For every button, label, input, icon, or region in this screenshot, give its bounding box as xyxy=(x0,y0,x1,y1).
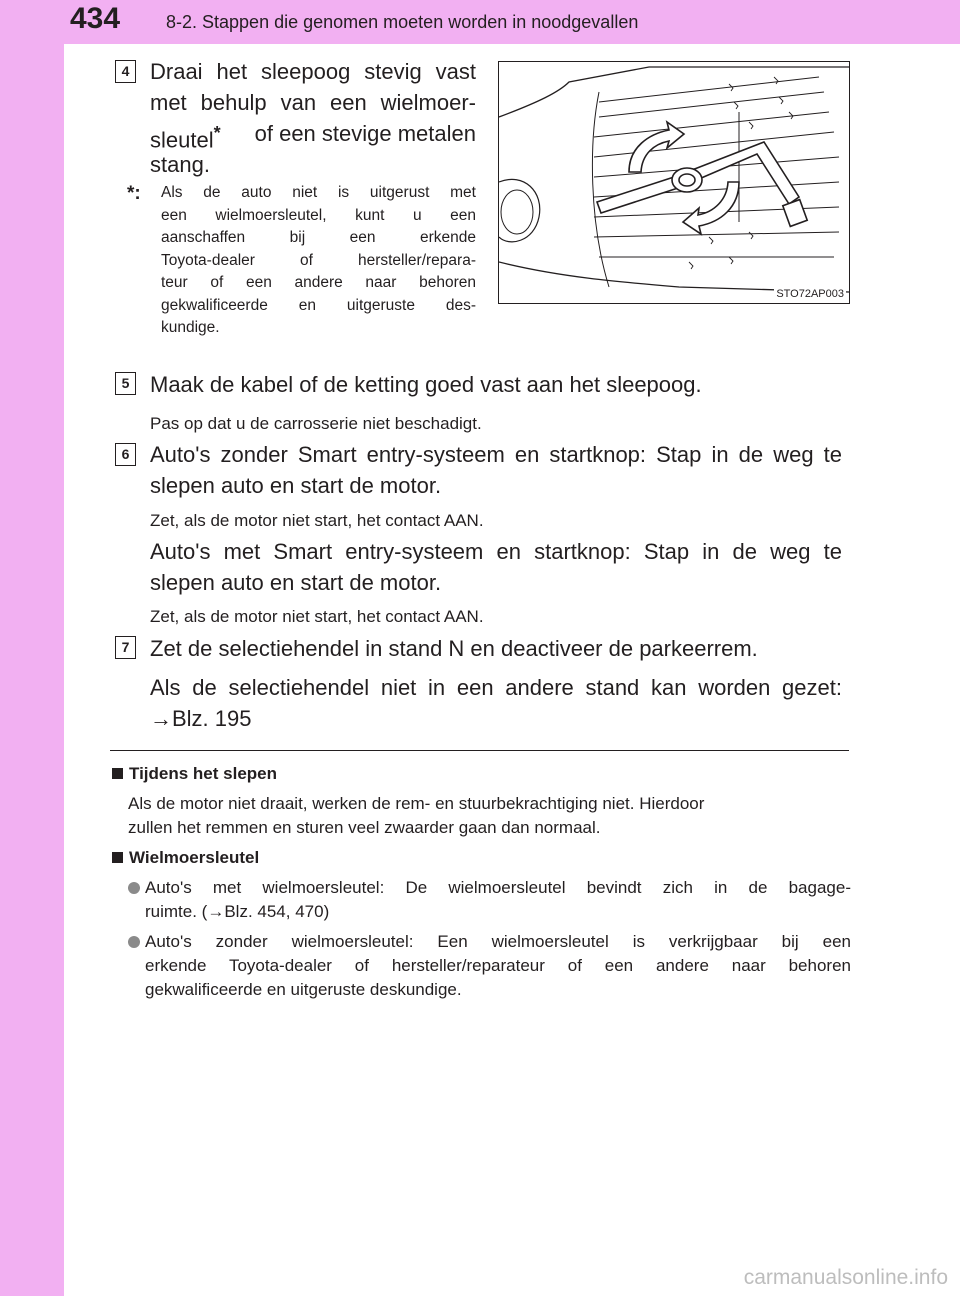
step-4-line-4: stang. xyxy=(150,152,210,177)
step-6b-line-1: Auto's met Smart entry-systeem en startknop: Stap in de weg te xyxy=(150,539,842,564)
round-bullet-icon xyxy=(128,882,140,894)
step-4-word-sleutel: sleutel xyxy=(150,127,214,153)
square-bullet-icon xyxy=(112,852,123,863)
step-4-line-3-rest: of een stevige metalen xyxy=(254,121,476,146)
step-number-7: 7 xyxy=(115,636,136,659)
bumper-drawing xyxy=(499,62,849,303)
step-7-line-2: Als de selectiehendel niet in een andere stand kan worden gezet: xyxy=(150,675,842,700)
page-number: 434 xyxy=(70,2,121,35)
tow-eye-illustration xyxy=(498,61,850,304)
wrench-bullet-2-line-1: Auto's zonder wielmoersleutel: Een wielmoersleutel is verkrijgbaar bij een xyxy=(145,932,851,951)
wrench-bullet-1-line-1: Auto's met wielmoersleutel: De wielmoersleutel bevindt zich in de bagage- xyxy=(145,878,851,897)
towing-note-line-2: zullen het remmen en sturen veel zwaarder gaan dan normaal. xyxy=(128,818,601,837)
step-7-page-reference: →Blz. 195 xyxy=(150,706,252,731)
footnote-marker: *: xyxy=(127,183,141,204)
step-5-text: Maak de kabel of de ketting goed vast aan het sleepoog. xyxy=(150,372,702,397)
footnote-line-2: een wielmoersleutel, kunt u een xyxy=(161,206,476,224)
round-bullet-icon xyxy=(128,936,140,948)
footnote-line-1: Als de auto niet is uitgerust met xyxy=(161,184,476,201)
square-bullet-icon xyxy=(112,768,123,779)
step-number-6: 6 xyxy=(115,443,136,466)
step-5-note: Pas op dat u de carrosserie niet beschadigt. xyxy=(150,414,482,433)
side-tab xyxy=(0,0,64,1296)
figure-label: STO72AP003 xyxy=(776,288,844,300)
step-6b-line-2: slepen auto en start de motor. xyxy=(150,570,442,595)
towing-note-title-text: Tijdens het slepen xyxy=(129,764,278,783)
section-title: 8-2. Stappen die genomen moeten worden in noodgevallen xyxy=(166,12,639,32)
step-6a-line-2: slepen auto en start de motor. xyxy=(150,473,442,498)
section-divider xyxy=(110,750,849,751)
footnote-line-6: gekwalificeerde en uitgeruste des- xyxy=(161,296,476,314)
step-6a-note: Zet, als de motor niet start, het contact AAN. xyxy=(150,511,484,530)
step-4-line-1: Draai het sleepoog stevig vast xyxy=(150,59,476,84)
step-7-text: Zet de selectiehendel in stand N en deactiveer de parkeerrem. xyxy=(150,636,758,661)
watermark: carmanualsonline.info xyxy=(743,1266,948,1289)
wrench-bullet-2-line-2: erkende Toyota-dealer of hersteller/reparateur of een andere naar behoren xyxy=(145,956,851,975)
step-6a-line-1: Auto's zonder Smart entry-systeem en startknop: Stap in de weg te xyxy=(150,442,842,467)
footnote-line-3: aanschaffen bij een erkende xyxy=(161,229,476,246)
wrench-bullet-2-line-3: gekwalificeerde en uitgeruste deskundige. xyxy=(145,980,462,999)
wrench-note-title xyxy=(112,846,259,870)
asterisk-mark: * xyxy=(213,123,221,143)
step-4-line-2: met behulp van een wielmoer- xyxy=(150,90,476,115)
towing-note-line-1: Als de motor niet draait, werken de rem- en stuurbekrachtiging niet. Hierdoor xyxy=(128,794,705,813)
footnote-line-7: kundige. xyxy=(161,319,220,336)
wrench-note-title-text: Wielmoersleutel xyxy=(129,848,260,867)
towing-note-title xyxy=(112,762,277,786)
step-number-5: 5 xyxy=(115,372,136,395)
footnote-line-4: Toyota-dealer of hersteller/repara- xyxy=(161,251,476,269)
step-6b-note: Zet, als de motor niet start, het contact AAN. xyxy=(150,607,484,626)
footnote-line-5: teur of een andere naar behoren xyxy=(161,274,476,291)
step-number-4: 4 xyxy=(115,60,136,83)
wrench-bullet-1-line-2: ruimte. (→Blz. 454, 470) xyxy=(145,902,330,921)
